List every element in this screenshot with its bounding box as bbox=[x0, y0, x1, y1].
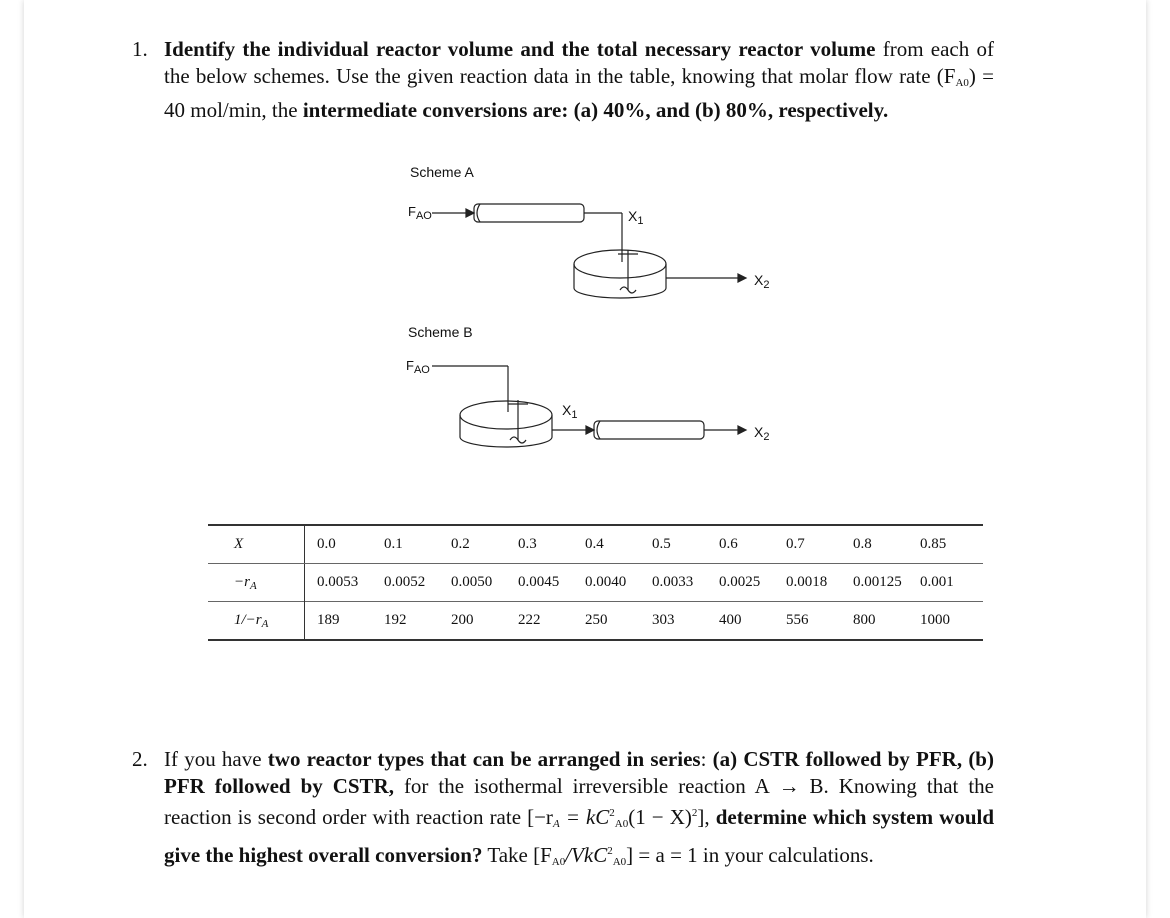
table-cell: 0.0045 bbox=[518, 574, 560, 590]
question-1-number: 1. bbox=[132, 37, 148, 61]
scheme-a-pfr bbox=[474, 204, 584, 222]
q1-sub-a0: A0 bbox=[955, 77, 969, 89]
table-cell: 189 bbox=[305, 602, 381, 641]
scheme-b-cstr-body bbox=[460, 415, 552, 447]
table-cell: 0.0025 bbox=[719, 574, 761, 590]
row-label-inv-ra: $1/-r_A$ bbox=[208, 602, 305, 641]
table-cell: 0.0053 bbox=[317, 574, 359, 590]
scheme-b-title: Scheme B bbox=[408, 324, 473, 340]
table-cell: 303 bbox=[648, 602, 715, 641]
table-cell: 0.00125 bbox=[853, 574, 902, 590]
q1-text-a: from each of the below schemes. Use the given reaction data in the table, knowing that molar flow rate (F bbox=[164, 37, 994, 88]
table-cell: 0.0040 bbox=[585, 574, 627, 590]
table-cell: 556 bbox=[782, 602, 849, 641]
q1-bold-b: intermediate conversions are: (a) 40%, and (b) 80%, respectively. bbox=[302, 98, 889, 122]
table-cell: 1000 bbox=[916, 602, 983, 641]
table-cell: 0.0033 bbox=[652, 574, 694, 590]
scheme-b-pfr bbox=[594, 421, 704, 439]
row-label-x: X bbox=[208, 525, 305, 564]
scheme-b-cstr-top bbox=[460, 401, 552, 429]
scheme-a-cstr-body bbox=[574, 264, 666, 298]
table-cell: 222 bbox=[514, 602, 581, 641]
table-cell: 400 bbox=[715, 602, 782, 641]
table-cell: 800 bbox=[849, 602, 916, 641]
table-row-x bbox=[208, 525, 983, 564]
scheme-a-outlet-arrowhead bbox=[738, 274, 746, 282]
table-row-neg-ra bbox=[208, 564, 983, 602]
scheme-b-pfr-arrowhead bbox=[586, 426, 594, 434]
table-cell: 0.4 bbox=[581, 525, 648, 564]
scheme-b-pfr-cap bbox=[597, 421, 600, 439]
table-cell: 0.85 bbox=[916, 525, 983, 564]
scheme-a-x1-label: $X_1$ bbox=[628, 208, 644, 227]
scheme-b-feed-label: $F_{AO}$ bbox=[406, 358, 430, 376]
table-cell: 0.5 bbox=[648, 525, 715, 564]
table-cell: 0.3 bbox=[514, 525, 581, 564]
scheme-a-feed-label: $F_{AO}$ bbox=[408, 204, 432, 222]
table-cell: 0.2 bbox=[447, 525, 514, 564]
reaction-data-table bbox=[208, 524, 983, 641]
table-cell: 0.6 bbox=[715, 525, 782, 564]
scheme-a-title: Scheme A bbox=[410, 164, 474, 180]
table-cell: 250 bbox=[581, 602, 648, 641]
question-2-number: 2. bbox=[132, 747, 148, 771]
table-cell: 0.0018 bbox=[786, 574, 828, 590]
table-cell: 200 bbox=[447, 602, 514, 641]
table-cell: 0.0050 bbox=[451, 574, 493, 590]
scheme-b-x1-label: $X_1$ bbox=[562, 402, 578, 421]
scheme-a-pfr-cap bbox=[477, 204, 480, 222]
scheme-a-feed-arrowhead bbox=[466, 209, 474, 217]
row-label-neg-ra: $-r_A$ bbox=[208, 564, 305, 602]
table-cell: 0.1 bbox=[380, 525, 447, 564]
table-cell: 0.0052 bbox=[384, 574, 426, 590]
table-cell: 192 bbox=[380, 602, 447, 641]
scheme-a-x2-label: $X_2$ bbox=[754, 272, 770, 291]
question-2-text: If you have two reactor types that can be arranged in series: (a) CSTR followed by PFR, (b) PFR followed by CSTR, for the isothermal irreversible reaction A → B. Knowing that the reaction is second order with reaction rate $[-r_A = kC^2_{A0}(1 - X)^2]$, determine which system would give the highest overall conversion? Take $[F_{A0}/VkC^2_{A0}] = a = 1$ in your calculations. bbox=[164, 747, 995, 868]
scheme-b-outlet-arrowhead bbox=[738, 426, 746, 434]
table-cell: 0.001 bbox=[920, 574, 954, 590]
table-cell: 0.8 bbox=[849, 525, 916, 564]
table-cell: 0.0 bbox=[305, 525, 381, 564]
scheme-b-x2-label: $X_2$ bbox=[754, 424, 770, 443]
q1-bold-a: Identify the individual reactor volume and the total necessary reactor volume bbox=[164, 37, 876, 61]
table-row-inv-ra bbox=[208, 602, 983, 641]
table-cell: 0.7 bbox=[782, 525, 849, 564]
q1-text-b: ) = 40 mol/min, the bbox=[164, 64, 994, 122]
